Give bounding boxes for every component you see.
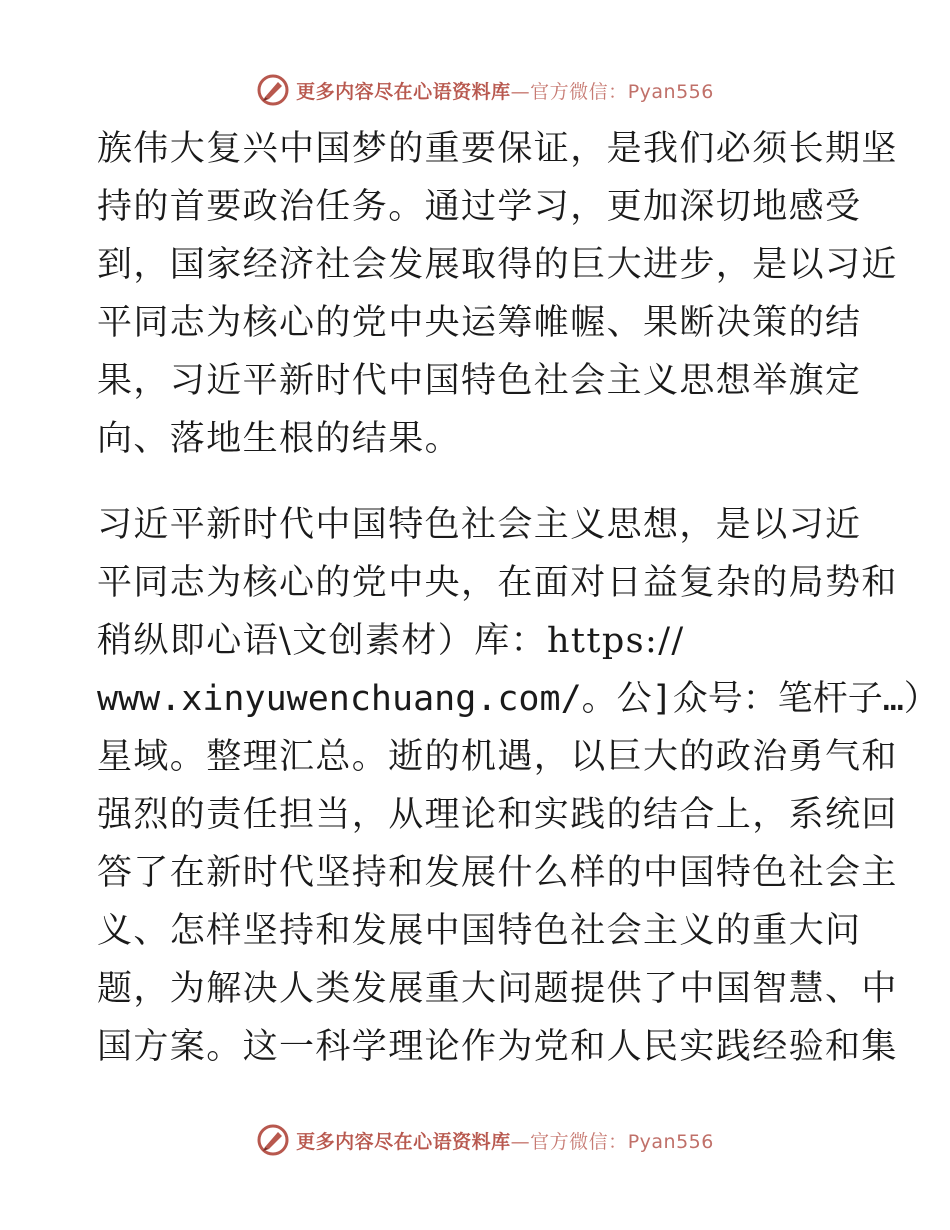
watermark-text xyxy=(296,1127,714,1154)
text-line: 星域。整理汇总。逝的机遇，以巨大的政治勇气和 xyxy=(97,737,898,777)
pen-logo-icon xyxy=(256,1123,290,1157)
watermark-official-label: 官方微信： xyxy=(530,80,628,103)
text-line: 稍纵即心语\文创素材）库：https:// xyxy=(97,621,685,661)
watermark-brand: 更多内容尽在心语资料库 xyxy=(296,1130,511,1153)
text-line: 族伟大复兴中国梦的重要保证，是我们必须长期坚 xyxy=(97,129,898,169)
text-line: 题，为解决人类发展重大问题提供了中国智慧、中 xyxy=(97,969,898,1009)
header-watermark xyxy=(0,70,950,110)
text-line: 平同志为核心的党中央，在面对日益复杂的局势和 xyxy=(97,563,898,603)
document-body xyxy=(97,120,939,1076)
watermark-text xyxy=(296,77,714,104)
text-line: 国方案。这一科学理论作为党和人民实践经验和集 xyxy=(97,1027,898,1067)
text-line: 持的首要政治任务。通过学习，更加深切地感受 xyxy=(97,187,862,227)
watermark-wechat-id: Pyan556 xyxy=(627,80,714,103)
text-line: 强烈的责任担当，从理论和实践的结合上，系统回 xyxy=(97,795,898,835)
pen-logo-icon xyxy=(256,73,290,107)
paragraph-2 xyxy=(97,496,939,1076)
text-line-url: www.xinyuwenchuang.com/。公]众号：笔杆子…） xyxy=(97,679,939,719)
text-line: 习近平新时代中国特色社会主义思想，是以习近 xyxy=(97,505,862,545)
text-line: 义、怎样坚持和发展中国特色社会主义的重大问 xyxy=(97,911,862,951)
watermark-wechat-id: Pyan556 xyxy=(627,1130,714,1153)
watermark-brand: 更多内容尽在心语资料库 xyxy=(296,80,511,103)
watermark-official-label: 官方微信： xyxy=(530,1130,628,1153)
text-line: 到，国家经济社会发展取得的巨大进步，是以习近 xyxy=(97,245,898,285)
text-line: 果，习近平新时代中国特色社会主义思想举旗定 xyxy=(97,361,862,401)
footer-watermark xyxy=(0,1120,950,1160)
watermark-dash: — xyxy=(510,80,531,103)
watermark-group xyxy=(256,1123,714,1157)
text-line: 答了在新时代坚持和发展什么样的中国特色社会主 xyxy=(97,853,898,893)
text-line: 平同志为核心的党中央运筹帷幄、果断决策的结 xyxy=(97,303,862,343)
paragraph-1 xyxy=(97,120,898,468)
text-line: 向、落地生根的结果。 xyxy=(97,419,462,459)
watermark-dash: — xyxy=(510,1130,531,1153)
watermark-group xyxy=(256,73,714,107)
